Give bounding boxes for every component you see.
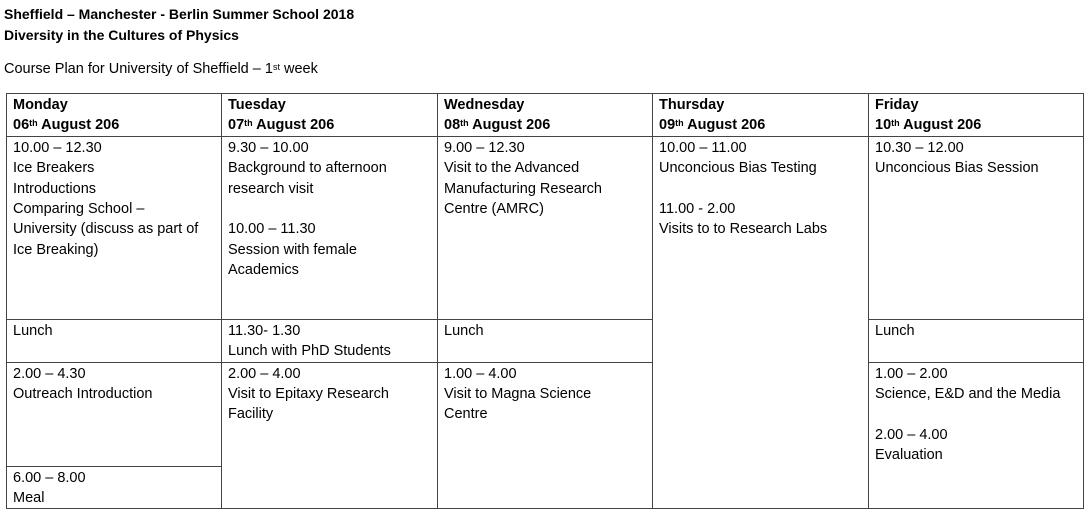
afternoon-row <box>7 362 1084 466</box>
wednesday-lunch-cell: Lunch <box>438 319 653 362</box>
monday-evening-cell: 6.00 – 8.00 Meal <box>7 466 222 509</box>
wednesday-morning-cell: 9.00 – 12.30 Visit to the Advanced Manufacturing Research Centre (AMRC) <box>438 136 653 319</box>
lunch-row <box>7 319 1084 362</box>
tuesday-morning-cell: 9.30 – 10.00 Background to afternoon research visit 10.00 – 11.30 Session with female Academics <box>222 136 438 319</box>
table-header-row <box>7 94 1084 137</box>
thursday-cell: 10.00 – 11.00 Unconcious Bias Testing 11.00 - 2.00 Visits to to Research Labs <box>653 136 869 509</box>
wednesday-afternoon-cell: 1.00 – 4.00 Visit to Magna Science Centre <box>438 362 653 509</box>
course-plan-heading: Course Plan for University of Sheffield – 1st week <box>4 61 318 77</box>
monday-afternoon-cell: 2.00 – 4.30 Outreach Introduction <box>7 362 222 466</box>
friday-lunch-cell: Lunch <box>869 319 1084 362</box>
day-header-monday: Monday 06th August 206 <box>7 94 222 137</box>
day-header-wednesday: Wednesday 08th August 206 <box>438 94 653 137</box>
day-header-friday: Friday 10th August 206 <box>869 94 1084 137</box>
monday-morning-cell: 10.00 – 12.30 Ice Breakers Introductions Comparing School – University (discuss as part of Ice Breaking) <box>7 136 222 319</box>
day-header-tuesday: Tuesday 07th August 206 <box>222 94 438 137</box>
friday-morning-cell: 10.30 – 12.00 Unconcious Bias Session <box>869 136 1084 319</box>
document-subtitle: Diversity in the Cultures of Physics <box>4 27 239 43</box>
tuesday-lunch-cell: 11.30- 1.30 Lunch with PhD Students <box>222 319 438 362</box>
friday-afternoon-cell: 1.00 – 2.00 Science, E&D and the Media 2.00 – 4.00 Evaluation <box>869 362 1084 509</box>
document-title: Sheffield – Manchester - Berlin Summer School 2018 <box>4 6 355 22</box>
schedule-table <box>6 93 1084 509</box>
tuesday-afternoon-cell: 2.00 – 4.00 Visit to Epitaxy Research Facility <box>222 362 438 509</box>
monday-lunch-cell: Lunch <box>7 319 222 362</box>
morning-row <box>7 136 1084 319</box>
day-header-thursday: Thursday 09th August 206 <box>653 94 869 137</box>
